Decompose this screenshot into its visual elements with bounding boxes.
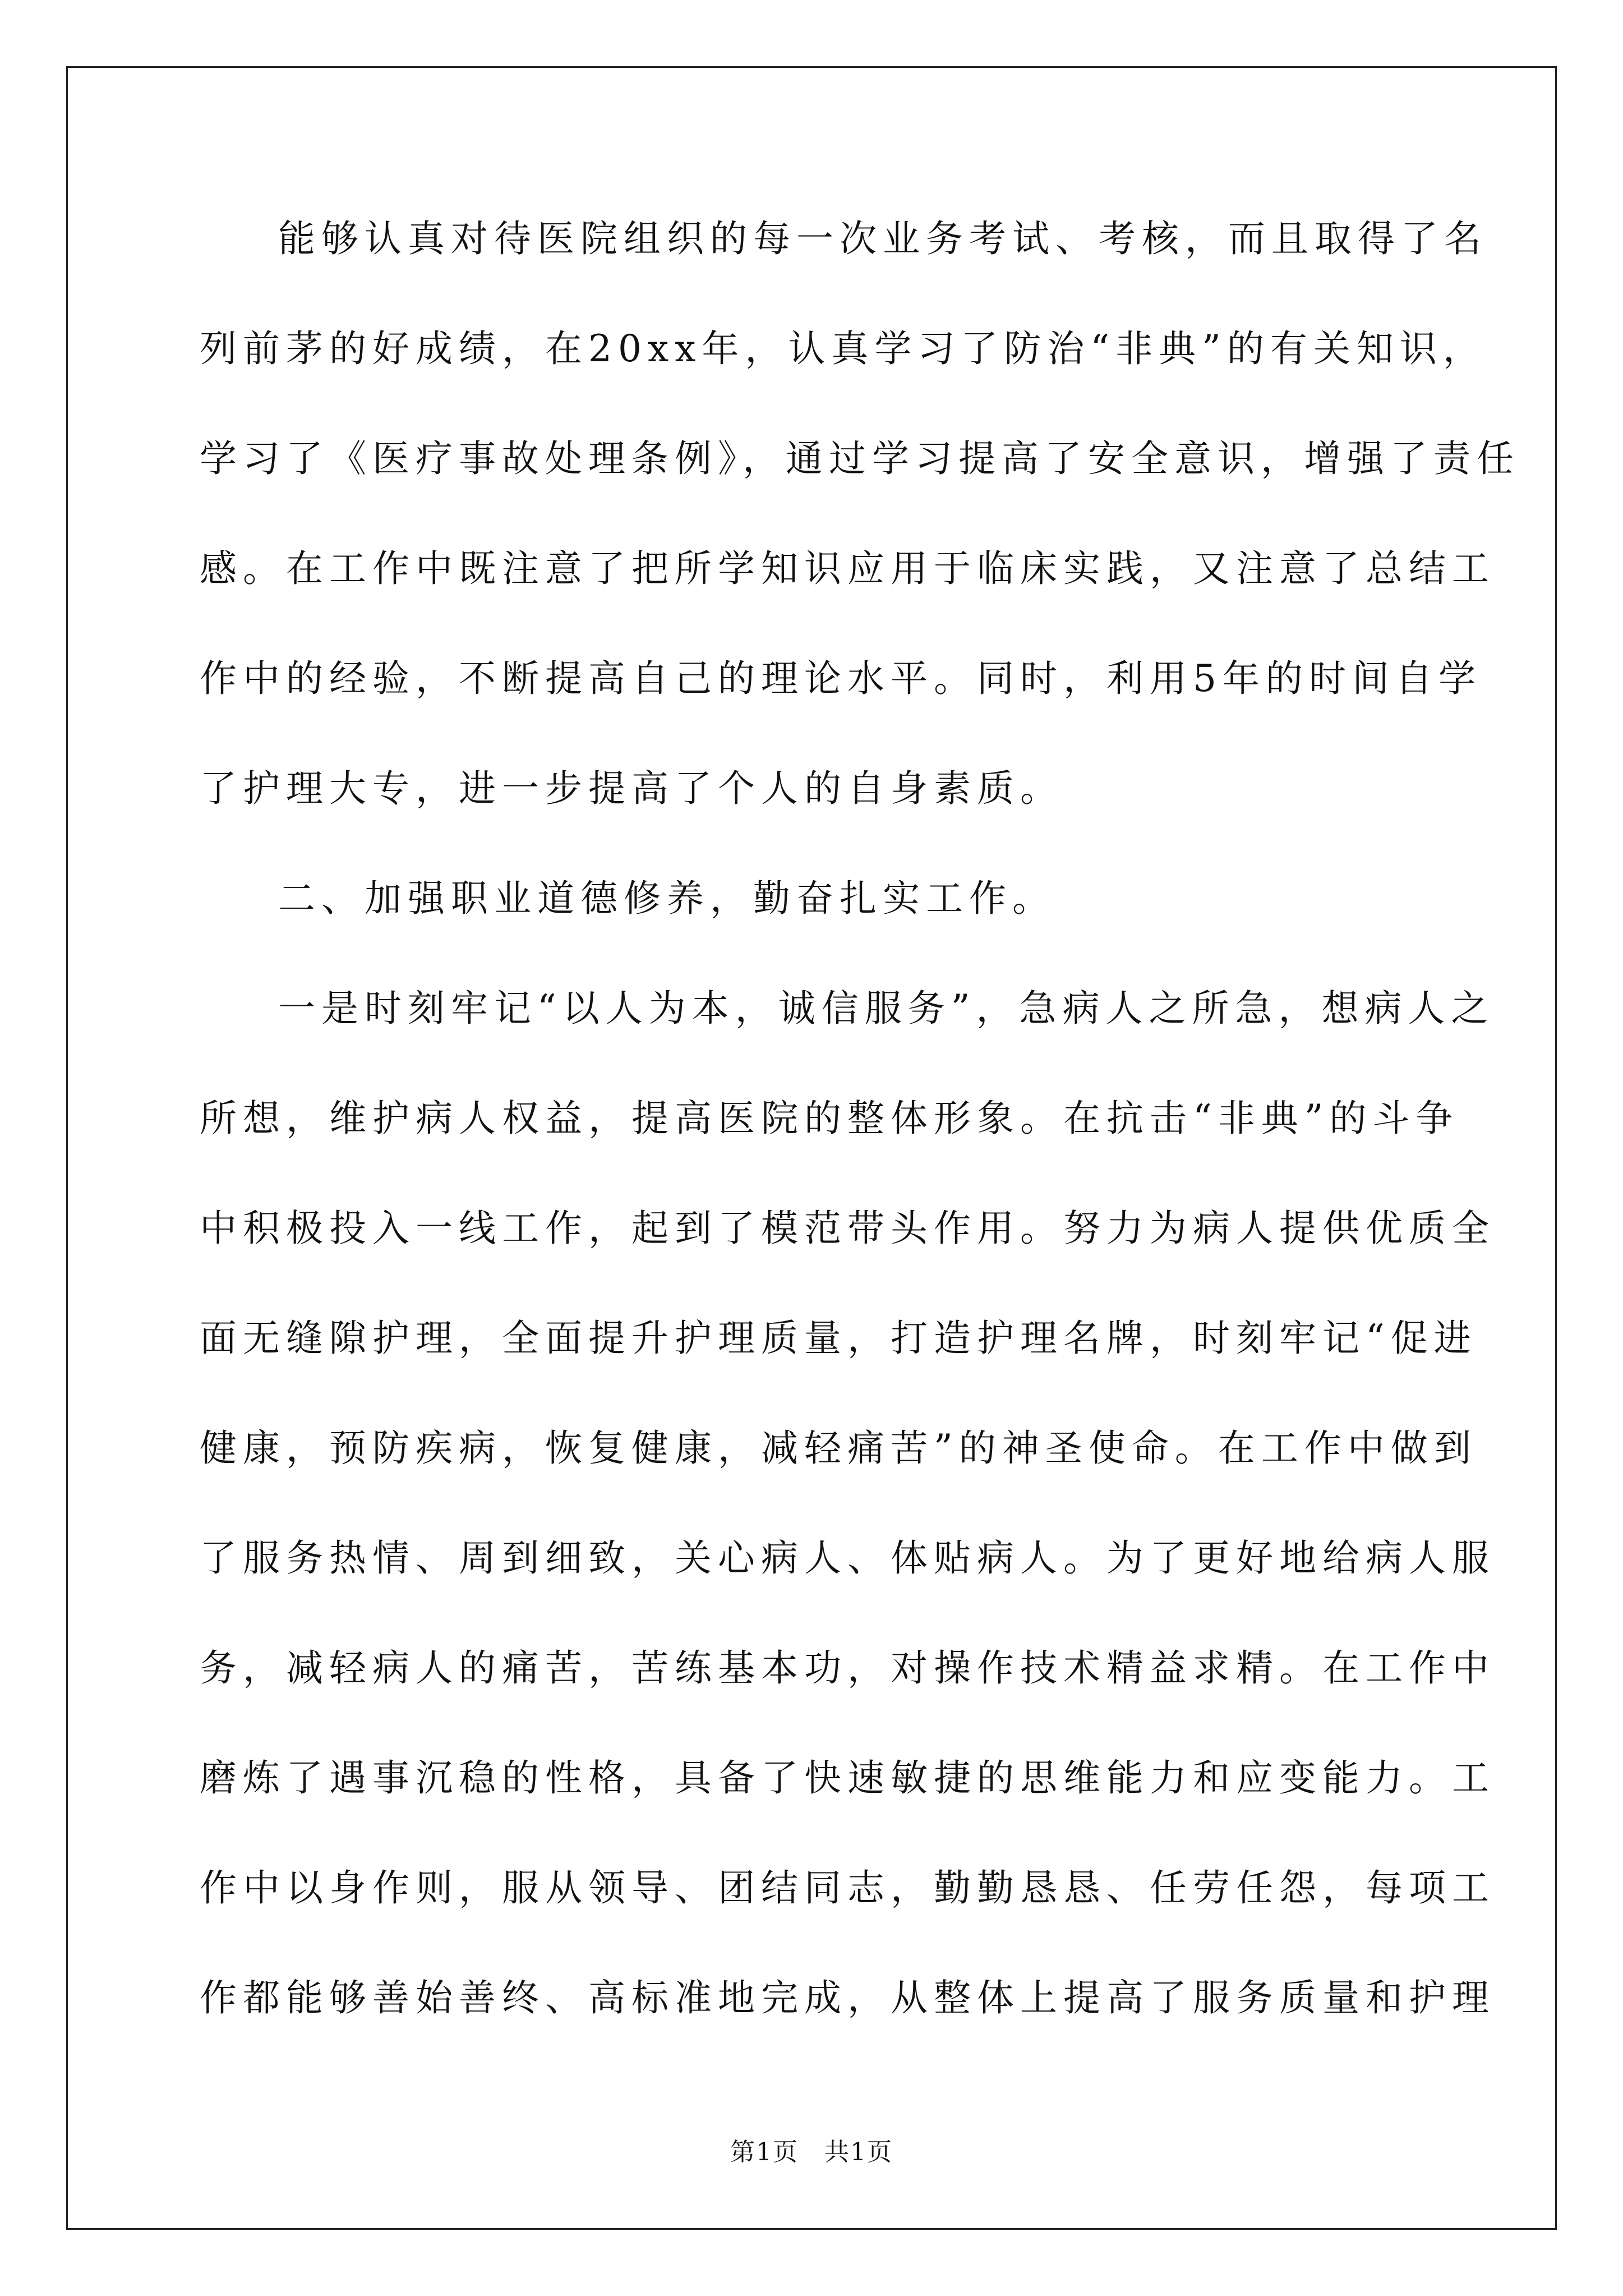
text-line: 作都能够善始善终、高标准地完成，从整体上提高了服务质量和护理 <box>200 1976 1495 2019</box>
text-line: 磨炼了遇事沉稳的性格，具备了快速敏捷的思维能力和应变能力。工 <box>200 1756 1495 1800</box>
page-footer: 第1页 共1页 <box>730 2138 893 2166</box>
text-line: 务，减轻病人的痛苦，苦练基本功，对操作技术精益求精。在工作中 <box>200 1646 1495 1690</box>
section-heading: 二、加强职业道德修养，勤奋扎实工作。 <box>278 877 1055 920</box>
text-line: 了护理大专，进一步提高了个人的自身素质。 <box>200 767 1063 810</box>
text-line: 作中的经验，不断提高自己的理论水平。同时，利用5年的时间自学 <box>200 657 1482 700</box>
text-line: 了服务热情、周到细致，关心病人、体贴病人。为了更好地给病人服 <box>200 1536 1495 1580</box>
text-line: 中积极投入一线工作，起到了模范带头作用。努力为病人提供优质全 <box>200 1207 1495 1250</box>
text-line: 学习了《医疗事故处理条例》，通过学习提高了安全意识，增强了责任 <box>200 437 1520 480</box>
text-line: 面无缝隙护理，全面提升护理质量，打造护理名牌，时刻牢记“促进 <box>200 1317 1477 1360</box>
text-line: 作中以身作则，服从领导、团结同志，勤勤恳恳、任劳任怨，每项工 <box>200 1866 1495 1910</box>
text-line: 一是时刻牢记“以人为本，诚信服务”，急病人之所急，想病人之 <box>278 987 1495 1030</box>
text-line: 能够认真对待医院组织的每一次业务考试、考核，而且取得了名 <box>278 217 1487 260</box>
text-line: 感。在工作中既注意了把所学知识应用于临床实践，又注意了总结工 <box>200 547 1495 590</box>
text-line: 所想，维护病人权益，提高医院的整体形象。在抗击“非典”的斗争 <box>200 1097 1459 1140</box>
text-line: 列前茅的好成绩，在20xx年，认真学习了防治“非典”的有关知识， <box>200 327 1486 370</box>
text-line: 健康，预防疾病，恢复健康，减轻痛苦”的神圣使命。在工作中做到 <box>200 1427 1477 1470</box>
